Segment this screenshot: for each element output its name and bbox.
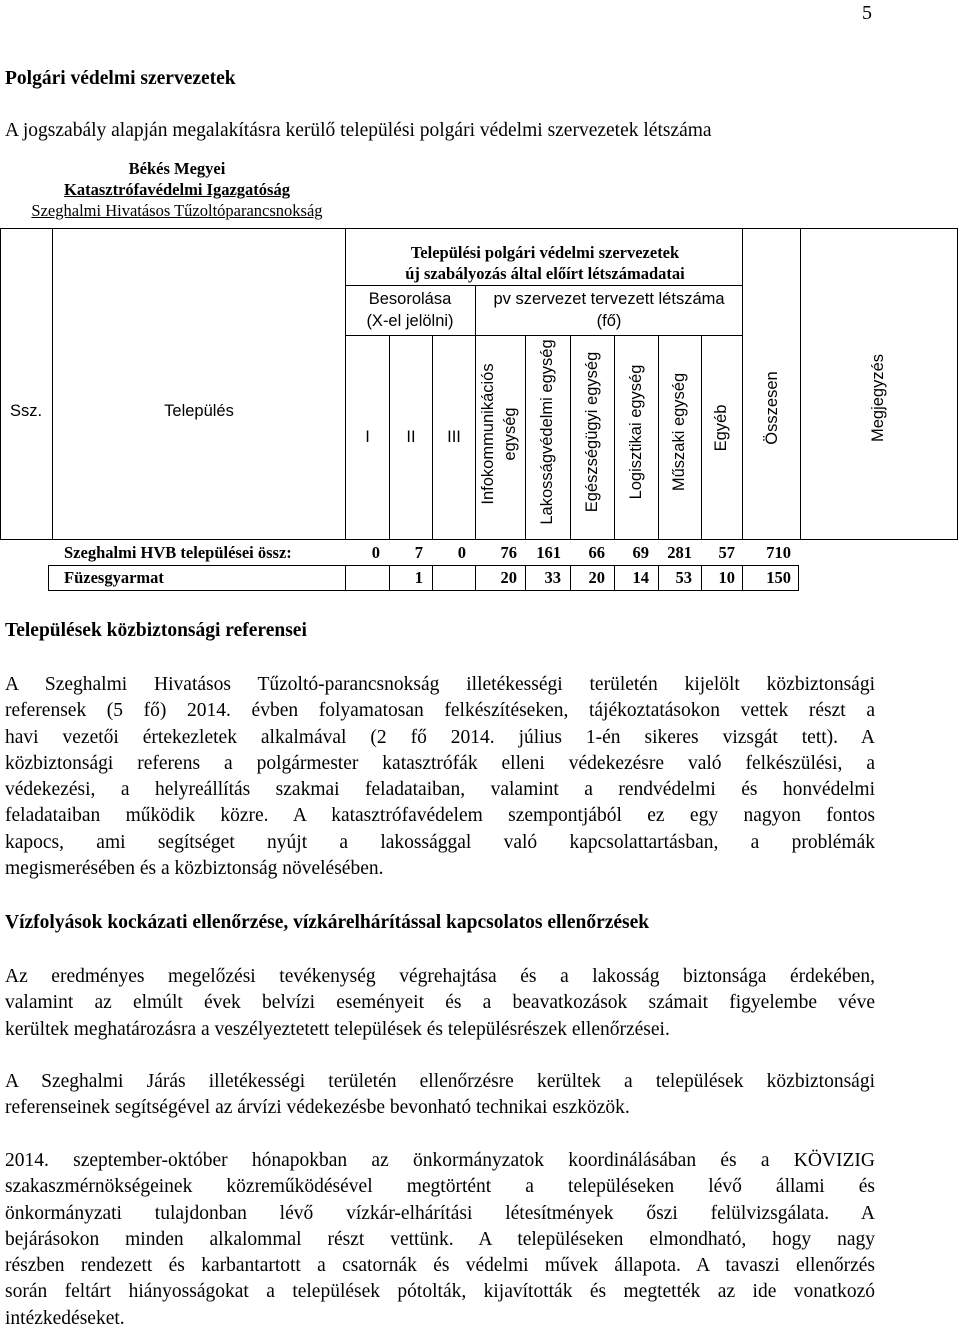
text-line: A Szeghalmi Járás illetékességi területén ellenőrzésre kerültek a települések közbiztonsági	[5, 1071, 875, 1092]
text-line: önkormányzati tulajdonban lévő vízkár-elhárítási létesítmények őszi felülvizsgálata. A	[5, 1202, 875, 1224]
header-col-i: I	[365, 428, 370, 446]
cell-info: 76	[500, 543, 517, 562]
header-pv-1: pv szervezet tervezett létszáma	[493, 290, 725, 308]
header-telepules: Település	[164, 402, 234, 420]
cell-iii: 0	[457, 543, 466, 562]
agency-line-3: Szeghalmi Hivatásos Tűzoltóparancsnokság	[31, 201, 323, 220]
text-line: referenseinek segítségével az árvízi védekezésbe bevonható technikai eszközök.	[5, 1097, 630, 1119]
row-name: Füzesgyarmat	[64, 568, 164, 587]
header-lakossag: Lakosságvédelmi egység	[538, 339, 556, 525]
cell-info: 20	[500, 568, 517, 587]
cell-osszesen: 710	[766, 543, 791, 562]
header-egeszseg: Egészségügyi egység	[583, 351, 601, 513]
header-megjegyzes: Megjegyzés	[869, 353, 887, 443]
text-line: védekezési, a helyreállítás szakmai feladataiban, valamint a rendvédelmi és honvédelmi	[5, 779, 875, 801]
header-osszesen: Összesen	[763, 371, 781, 445]
cell-egyeb: 57	[718, 543, 735, 562]
header-ssz: Ssz.	[9, 402, 43, 420]
text-line: kerültek meghatározásra a veszélyeztetett települések és településrészek ellenőrzései.	[5, 1018, 670, 1040]
text-line: részben rendezett és karbantartott a csatornák és védelmi művek állapota. A tavaszi ellenőrzés	[5, 1255, 875, 1277]
cell-lakossag: 33	[544, 568, 561, 587]
header-besorolas-2: (X-el jelölni)	[366, 312, 454, 330]
cell-osszesen: 150	[766, 568, 791, 587]
cell-logisztika: 14	[632, 568, 649, 587]
text-line: valamint az elmúlt évek belvízi eseményeit és a beavatkozások számait figyelembe véve	[5, 992, 875, 1014]
text-line: megismerésében és a közbiztonság növelésében.	[5, 858, 384, 880]
watercourses-paragraph-2	[5, 1069, 875, 1122]
section-title-watercourses: Vízfolyások kockázati ellenőrzése, vízkárelhárítással kapcsolatos ellenőrzések	[5, 912, 650, 933]
text-line: bejárásokon minden alkalommal részt vettünk. A településeken elmondható, hogy nagy	[5, 1228, 875, 1250]
header-main-line-2: új szabályozás által előírt létszámadatai	[405, 264, 685, 283]
header-logisztika: Logisztikai egység	[627, 364, 645, 500]
section-title-civil-protection: Polgári védelmi szervezetek	[5, 68, 236, 89]
header-col-ii: II	[406, 428, 416, 446]
text-line: 2014. szeptember-október hónapokban az önkormányzatok koordinálásában és a KÖVIZIG	[5, 1150, 875, 1171]
header-main-line-1: Települési polgári védelmi szervezetek	[410, 243, 680, 262]
header-col-iii: III	[447, 428, 461, 446]
cell-muszaki: 281	[667, 543, 692, 562]
cell-egyeb: 10	[718, 568, 735, 587]
section-subtitle: A jogszabály alapján megalakításra kerülő települési polgári védelmi szervezetek létszáma	[5, 120, 712, 141]
cell-muszaki: 53	[675, 568, 692, 587]
header-egyeb: Egyéb	[712, 404, 730, 452]
agency-block	[0, 158, 354, 221]
header-muszaki: Műszaki egység	[670, 372, 688, 492]
agency-line-2: Katasztrófavédelmi Igazgatóság	[64, 180, 290, 199]
row-name: Szeghalmi HVB települései össz:	[64, 543, 292, 562]
cell-lakossag: 161	[536, 543, 561, 562]
personnel-table	[0, 228, 958, 540]
cell-i: 0	[371, 543, 380, 562]
text-line: referensek (5 fő) 2014. évben folyamatosan felkészítéseken, tájékoztatásokon vettek részt a	[5, 700, 875, 722]
watercourses-paragraph-1	[5, 964, 875, 1043]
section-title-referents: Települések közbiztonsági referensei	[5, 620, 307, 641]
header-info-1: Infokommunikációs	[479, 363, 497, 505]
text-line: havi vezetői értekezletek alkalmával (2 fő 2014. július 1-én sikeres vizsgát tett). A	[5, 726, 875, 748]
text-line: szakaszmérnökségeinek közreműködésével megtörtént a településeken lévő állami és	[5, 1176, 875, 1198]
referents-paragraph	[5, 672, 875, 882]
header-info-2: egység	[501, 407, 519, 461]
text-line: során feltárt hiányosságokat a települések pótolták, kijavították és megtették az ide vonatkozó	[5, 1281, 875, 1303]
text-line: kapocs, ami segítséget nyújt a lakossággal való kapcsolattartásban, a problémák	[5, 831, 875, 853]
header-pv-2: (fő)	[596, 312, 622, 330]
watercourses-paragraph-3	[5, 1148, 875, 1332]
text-line: A Szeghalmi Hivatásos Tűzoltó-parancsnokság illetékességi területén kijelölt közbiztonsági	[5, 674, 875, 695]
cell-logisztika: 69	[632, 543, 649, 562]
cell-egeszseg: 20	[588, 568, 605, 587]
header-besorolas-1: Besorolása	[368, 290, 452, 308]
text-line: intézkedéseket.	[5, 1307, 125, 1329]
text-line: feladataiban működik közre. A katasztrófavédelem szempontjából ez egy nagyon fontos	[5, 805, 875, 827]
page-number: 5	[862, 2, 872, 24]
text-line: közbiztonsági referens a polgármester katasztrófák elleni védekezésre való felkészülési, a	[5, 752, 875, 774]
agency-line-1: Békés Megyei	[128, 159, 226, 178]
cell-ii: 7	[414, 543, 423, 562]
cell-egeszseg: 66	[588, 543, 605, 562]
cell-ii: 1	[414, 568, 423, 587]
text-line: Az eredményes megelőzési tevékenység végrehajtása és a lakosság biztonsága érdekében,	[5, 966, 875, 987]
